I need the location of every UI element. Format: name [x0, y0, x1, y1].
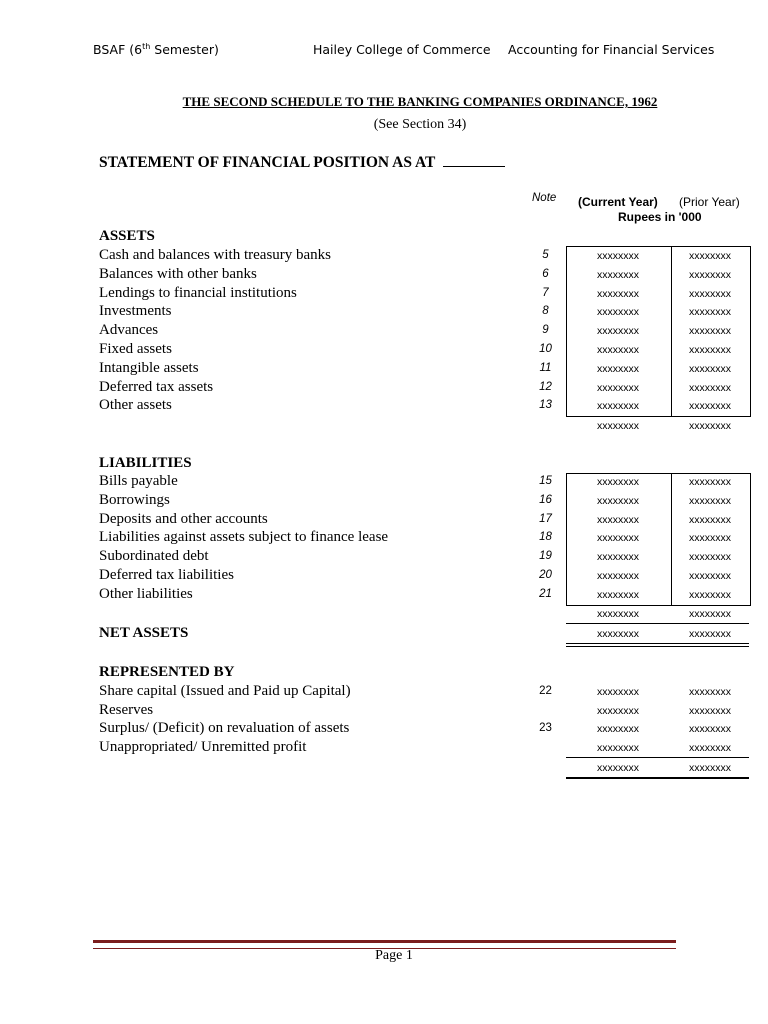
header-subject: Accounting for Financial Services	[508, 42, 715, 57]
liability-row: Subordinated debt 19 xxxxxxxx xxxxxxxx	[99, 548, 731, 564]
asset-row: Advances 9 xxxxxxxx xxxxxxxx	[99, 322, 731, 338]
equity-total-row: xxxxxxxx xxxxxxxx	[597, 762, 731, 774]
equity-subtotal-rule	[566, 757, 749, 758]
liability-row: Other liabilities 21 xxxxxxxx xxxxxxxx	[99, 586, 731, 602]
assets-total-row: xxxxxxxx xxxxxxxx	[597, 420, 731, 432]
current-year-header: (Current Year)	[578, 195, 658, 209]
asset-row: Fixed assets 10 xxxxxxxx xxxxxxxx	[99, 341, 731, 357]
equity-row: Surplus/ (Deficit) on revaluation of assets 23 xxxxxxxx xxxxxxxx	[99, 720, 731, 736]
represented-by-heading: REPRESENTED BY	[99, 664, 235, 680]
asset-row: Lendings to financial institutions 7 xxxxxxxx xxxxxxxx	[99, 285, 731, 301]
asset-row: Intangible assets 11 xxxxxxxx xxxxxxxx	[99, 360, 731, 376]
section-reference: (See Section 34)	[373, 117, 467, 132]
equity-row: Unappropriated/ Unremitted profit xxxxxxxx xxxxxxxx	[99, 739, 731, 755]
liability-row: Bills payable 15 xxxxxxxx xxxxxxxx	[99, 473, 731, 489]
asset-row: Cash and balances with treasury banks 5 xxxxxxxx xxxxxxxx	[99, 247, 731, 263]
note-column-header: Note	[532, 192, 557, 204]
asset-row: Balances with other banks 6 xxxxxxxx xxxxxxxx	[99, 266, 731, 282]
assets-heading: ASSETS	[99, 228, 155, 244]
liability-row: Liabilities against assets subject to finance lease 18 xxxxxxxx xxxxxxxx	[99, 529, 731, 545]
net-assets-double-rule	[566, 643, 749, 647]
asset-row: Investments 8 xxxxxxxx xxxxxxxx	[99, 303, 731, 319]
page-number: Page 1	[375, 948, 413, 963]
prior-year-header: (Prior Year)	[679, 195, 740, 209]
equity-total-rule	[566, 777, 749, 779]
equity-row: Reserves xxxxxxxx xxxxxxxx	[99, 702, 731, 718]
equity-row: Share capital (Issued and Paid up Capital) 22 xxxxxxxx xxxxxxxx	[99, 683, 731, 699]
statement-title: STATEMENT OF FINANCIAL POSITION AS AT	[99, 153, 505, 172]
asset-row: Deferred tax assets 12 xxxxxxxx xxxxxxxx	[99, 379, 731, 395]
schedule-title: THE SECOND SCHEDULE TO THE BANKING COMPANIES ORDINANCE, 1962	[182, 94, 658, 109]
liabilities-total-rule	[566, 623, 749, 624]
header-college: Hailey College of Commerce	[313, 42, 491, 57]
liabilities-heading: LIABILITIES	[99, 455, 192, 471]
liability-row: Borrowings 16 xxxxxxxx xxxxxxxx	[99, 492, 731, 508]
liabilities-total-row: xxxxxxxx xxxxxxxx	[597, 608, 731, 620]
liability-row: Deposits and other accounts 17 xxxxxxxx xxxxxxxx	[99, 511, 731, 527]
header-course: BSAF (6th Semester)	[93, 42, 219, 58]
net-assets-row: NET ASSETS xxxxxxxx xxxxxxxx	[99, 625, 731, 641]
liability-row: Deferred tax liabilities 20 xxxxxxxx xxxxxxxx	[99, 567, 731, 583]
date-blank	[443, 153, 505, 167]
units-header: Rupees in '000	[618, 210, 702, 224]
asset-row: Other assets 13 xxxxxxxx xxxxxxxx	[99, 397, 731, 413]
